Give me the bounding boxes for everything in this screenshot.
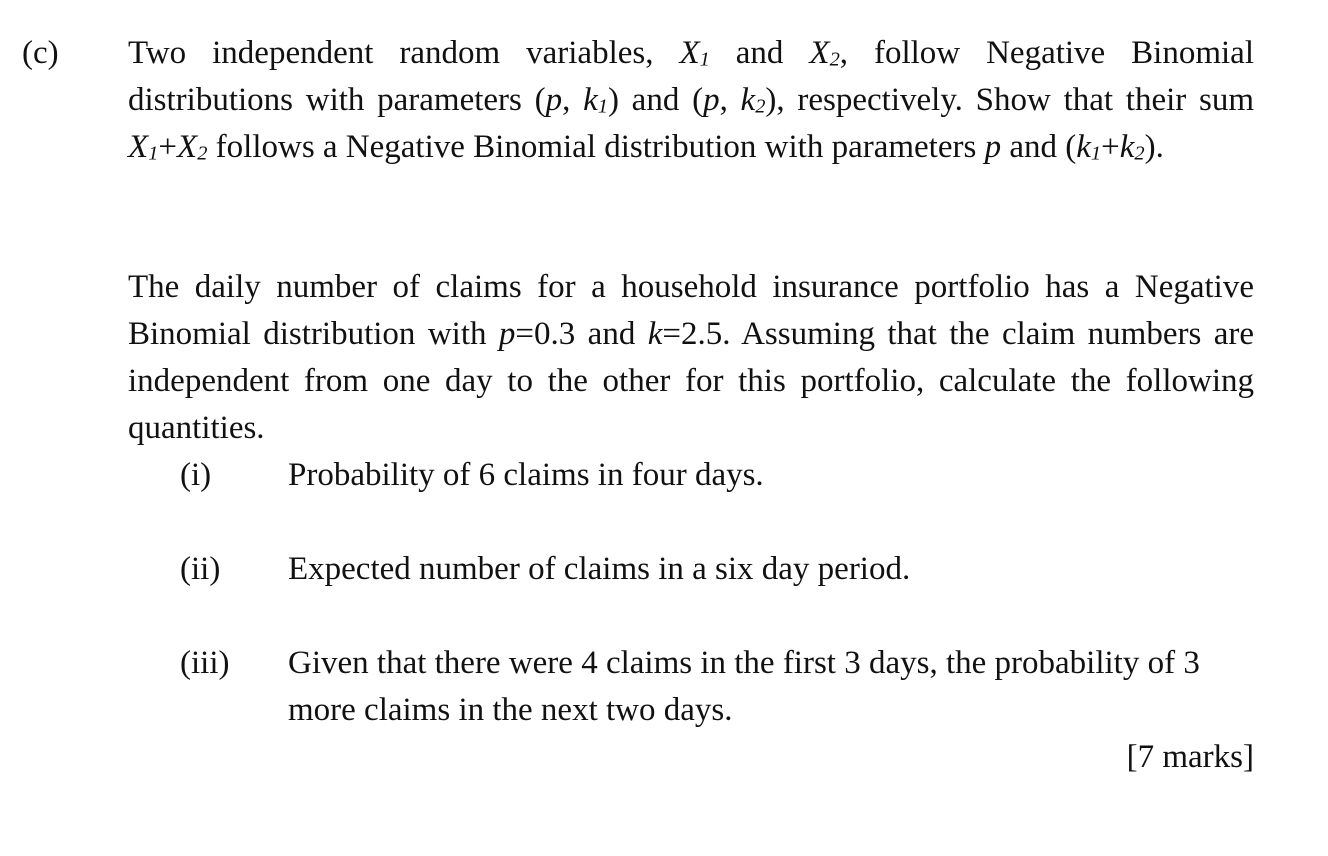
- var-p: p: [545, 82, 563, 118]
- intro-text-4: ), respectively. Show that their sum: [765, 82, 1254, 118]
- p-value: =0.3 and: [515, 316, 636, 352]
- subscript-1: 1: [148, 142, 159, 165]
- var-x: X: [128, 129, 149, 165]
- subscript-2: 2: [755, 95, 766, 118]
- question-intro-paragraph: [128, 30, 1254, 171]
- var-k: k: [647, 316, 663, 352]
- subscript-1: 1: [597, 95, 608, 118]
- subscript-1: 1: [699, 48, 710, 71]
- intro-text-1: Two independent random variables,: [128, 35, 654, 71]
- marks-label: [7 marks]: [1126, 739, 1254, 775]
- subscript-2: 2: [1134, 142, 1145, 165]
- intro-text-7: ).: [1144, 129, 1164, 165]
- intro-text-5: follows a Negative Binomial distribution with parameters: [215, 129, 977, 165]
- intro-text-6: and (: [1009, 129, 1077, 165]
- and-text: and: [735, 35, 784, 71]
- intro-text-2: , follow Negative Binomial distributions with parameters (: [128, 35, 1254, 118]
- scenario-text-2: =2.5. Assuming that the claim numbers are independent from one day to the other for this portfolio, calculate the following quantities.: [128, 316, 1254, 446]
- comma: ,: [719, 82, 728, 118]
- scenario-text-1: The daily number of claims for a household insurance portfolio has a Negative Binomial distribution with: [128, 269, 1254, 352]
- var-x: X: [177, 129, 198, 165]
- item-text-iii: Given that there were 4 claims in the first 3 days, the probability of 3 more claims in the next two days.: [288, 645, 1200, 728]
- var-p: p: [984, 129, 1002, 165]
- subscript-1: 1: [1090, 142, 1102, 165]
- item-text-i: Probability of 6 claims in four days.: [288, 457, 764, 493]
- var-x: X: [679, 35, 700, 71]
- plus-sign: +: [1101, 129, 1120, 165]
- scenario-paragraph: [128, 264, 1254, 452]
- item-label-ii: (ii): [180, 551, 221, 587]
- var-k: k: [583, 82, 598, 118]
- var-k: k: [1119, 129, 1135, 165]
- subscript-2: 2: [197, 142, 208, 165]
- item-label-iii: (iii): [180, 645, 230, 681]
- var-p: p: [703, 82, 720, 118]
- subscript-2: 2: [829, 48, 840, 71]
- comma: ,: [562, 82, 571, 118]
- question-label: (c): [22, 35, 59, 71]
- var-k: k: [1076, 129, 1091, 165]
- var-k: k: [740, 82, 756, 118]
- item-label-i: (i): [180, 457, 212, 493]
- intro-text-3: ) and (: [607, 82, 704, 118]
- var-x: X: [809, 35, 830, 71]
- var-p: p: [498, 316, 516, 352]
- plus-sign: +: [158, 129, 178, 165]
- item-text-ii: Expected number of claims in a six day period.: [288, 551, 911, 587]
